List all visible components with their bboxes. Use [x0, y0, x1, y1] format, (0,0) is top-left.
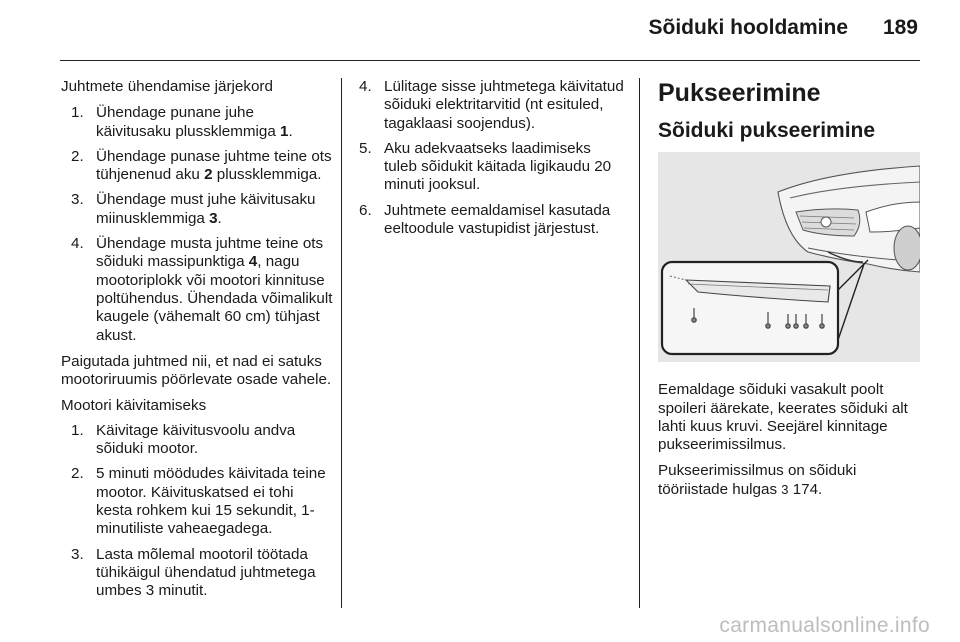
page-header	[60, 0, 920, 61]
list-item: 2. Ühendage punase juhtme teine ots tühjenenud aku 2 plussklemmiga.	[71, 147, 332, 184]
column-divider-2	[639, 78, 640, 608]
cable-routing-note: Paigutada juhtmed nii, et nad ei satuks mootoriruumis pöörlevate osade vahele.	[61, 352, 332, 389]
list-item: 6. Juhtmete eemaldamisel kasutada eeltoodule vastupidist järjestust.	[359, 201, 611, 238]
engine-start-heading: Mootori käivitamiseks	[61, 397, 207, 415]
list-item: 4. Lülitage sisse juhtmetega käivitatud sõiduki elektritarvitid (nt esituled, tagaklaasi soojendus).	[359, 78, 624, 132]
list-item: 5. Aku adekvaatseks laadimiseks tuleb sõidukit käitada ligikaudu 20 minuti jooksul.	[359, 139, 612, 194]
column-left	[61, 78, 333, 608]
engine-start-steps	[61, 422, 333, 601]
column-middle	[359, 78, 627, 246]
connection-order-heading: Juhtmete ühendamise järjekord	[61, 78, 273, 95]
column-divider-1	[341, 78, 342, 608]
column-right	[658, 78, 922, 507]
list-item: 4. Ühendage musta juhtme teine ots sõiduki massipunktiga 4, nagu mootoriplokk või mootori kinnituse poltühendus. Ühendada võimalikult kaugele (vähemalt 60 cm) tühjast akust.	[71, 235, 333, 344]
engine-start-steps-continued	[359, 78, 627, 238]
page-reference-arrow-icon: 3	[781, 481, 789, 497]
watermark: carmanualsonline.info	[719, 614, 930, 637]
list-item: 3. Lasta mõlemal mootoril töötada tühikäigul ühendatud juhtmetega umbes 3 minutit.	[71, 545, 316, 600]
towing-eye-illustration	[658, 152, 920, 362]
page-title: Sõiduki hooldamine	[648, 16, 848, 39]
connection-steps	[61, 104, 333, 345]
subsection-heading: Sõiduki pukseerimine	[658, 119, 876, 142]
page-number: 189	[882, 16, 918, 39]
list-item: 1. Ühendage punane juhe käivitusaku plussklemmiga 1.	[71, 104, 293, 140]
section-heading: Pukseerimine	[658, 79, 821, 107]
list-item: 1. Käivitage käivitusvoolu andva sõiduki mootor.	[71, 421, 296, 458]
towing-eye-location: Pukseerimissilmus on sõiduki tööriistade hulgas 3 174.	[658, 462, 857, 498]
list-item: 3. Ühendage must juhe käivitusaku miinusklemmiga 3.	[71, 191, 316, 227]
list-item: 2. 5 minuti möödudes käivitada teine mootor. Käivituskatsed ei tohi kesta rohkem kui 15 sekundit, 1-minutiliste vaheaegadega.	[71, 465, 326, 538]
towing-instructions: Eemaldage sõiduki vasakult poolt spoileri äärekate, keerates sõiduki alt lahti kuus kruvi. Seejärel kinnitage pukseerimissilmus.	[658, 381, 908, 454]
